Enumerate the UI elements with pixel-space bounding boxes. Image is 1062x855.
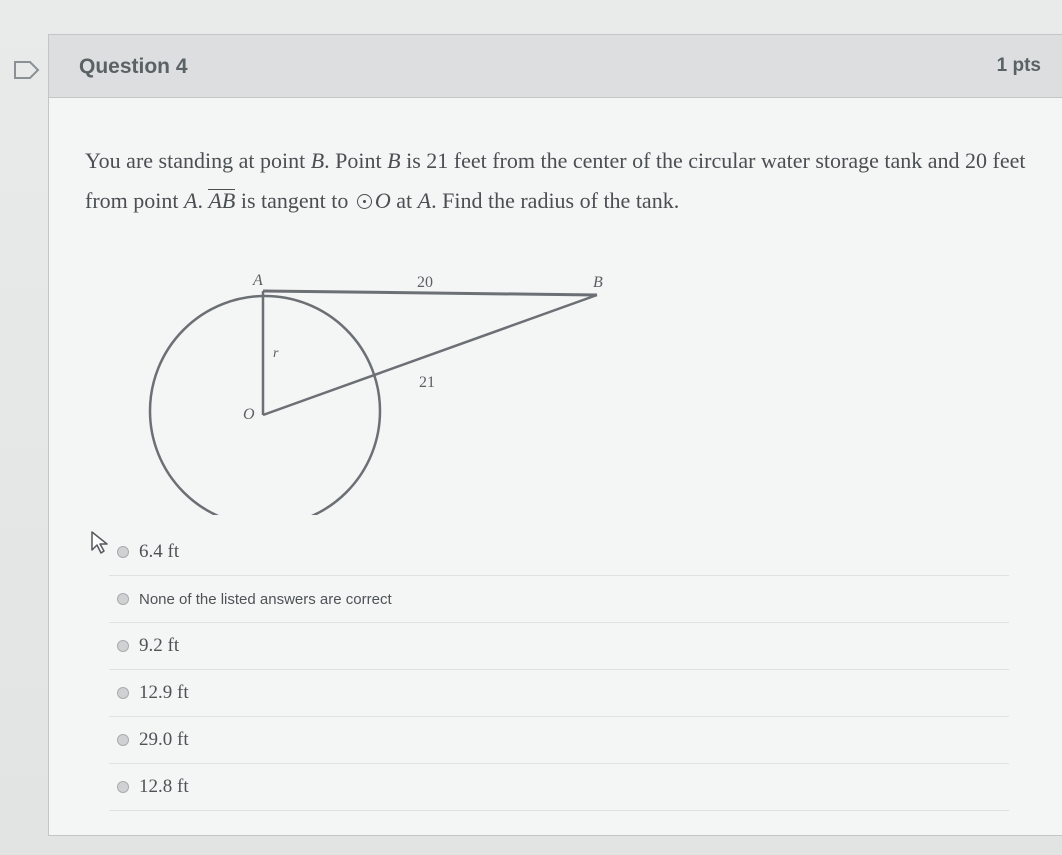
answer-option[interactable]	[109, 670, 1009, 717]
tangent-diagram	[97, 235, 617, 515]
question-text: You are standing at point B. Point B is 21 feet from the center of the circular water storage tank and 20 feet from point A. AB is tangent to O at A. Find the radius of the tank.	[85, 148, 1026, 213]
label-o: O	[243, 406, 255, 423]
tangent-segment-ab	[263, 291, 597, 295]
label-20: 20	[417, 274, 433, 291]
radio-button[interactable]	[117, 687, 129, 699]
tank-circle	[150, 296, 380, 515]
label-r: r	[273, 346, 279, 361]
question-points: 1 pts	[996, 55, 1041, 76]
radio-button[interactable]	[117, 593, 129, 605]
question-header	[49, 35, 1062, 98]
question-title: Question 4	[79, 55, 188, 78]
answer-label: 29.0 ft	[139, 729, 189, 750]
answer-option[interactable]	[109, 717, 1009, 764]
flag-icon[interactable]	[12, 58, 42, 82]
answer-label: None of the listed answers are correct	[139, 590, 392, 608]
radio-button[interactable]	[117, 781, 129, 793]
radio-button[interactable]	[117, 546, 129, 558]
answer-label: 12.8 ft	[139, 776, 189, 797]
answer-label: 9.2 ft	[139, 635, 180, 656]
answer-label: 6.4 ft	[139, 541, 180, 562]
segment-ab: AB	[208, 188, 236, 213]
answer-label: 12.9 ft	[139, 682, 189, 703]
answer-list	[109, 529, 1009, 811]
answer-option[interactable]	[109, 529, 1009, 576]
answer-option[interactable]	[109, 623, 1009, 670]
question-card	[48, 34, 1062, 836]
label-21: 21	[419, 374, 435, 391]
circle-dot-icon	[357, 194, 372, 209]
label-a: A	[253, 272, 263, 289]
label-b: B	[593, 274, 603, 291]
cursor-icon	[90, 530, 112, 556]
radio-button[interactable]	[117, 640, 129, 652]
radio-button[interactable]	[117, 734, 129, 746]
answer-option[interactable]	[109, 576, 1009, 623]
answer-option[interactable]	[109, 764, 1009, 811]
segment-ob	[263, 295, 597, 415]
